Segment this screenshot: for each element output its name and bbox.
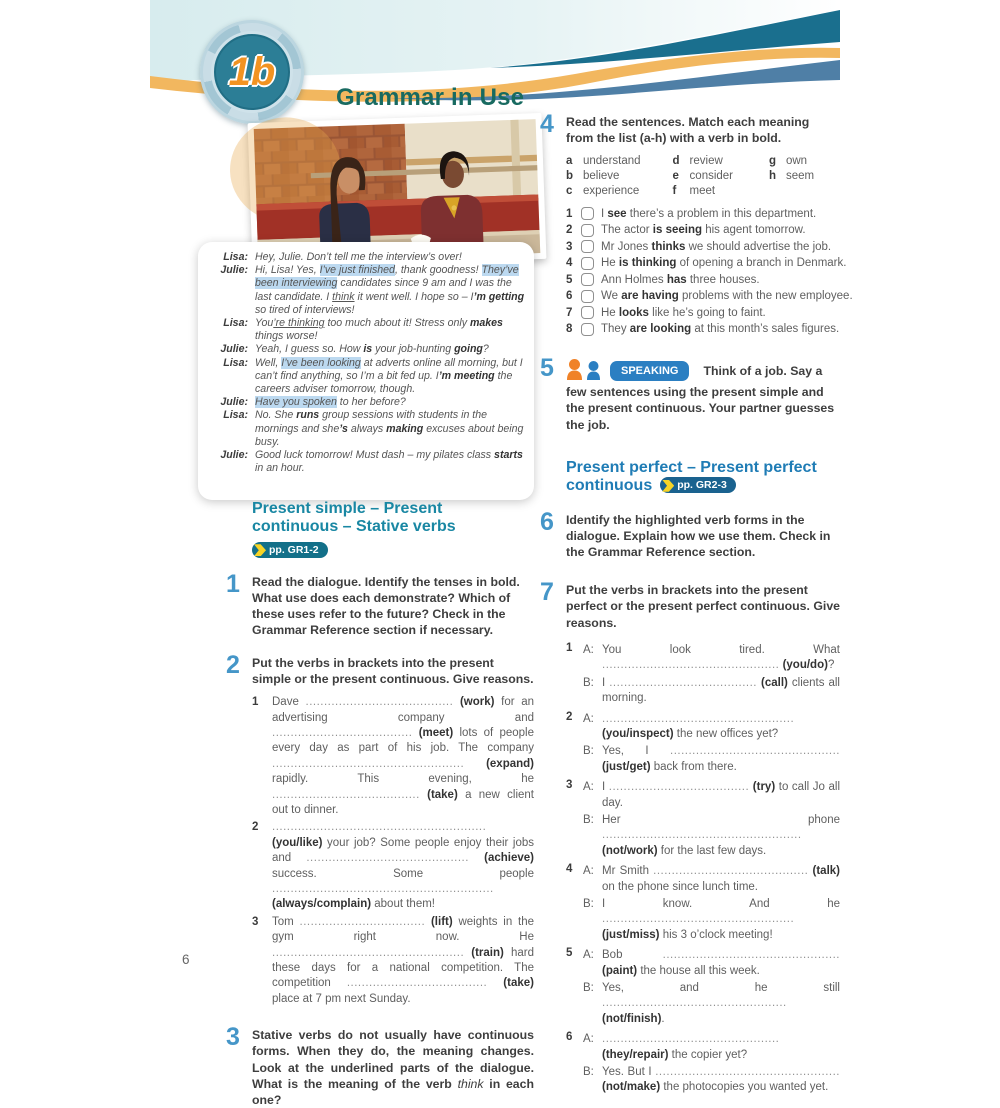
meaning-letter: g xyxy=(768,155,776,168)
sentence-number: 6 xyxy=(566,290,573,303)
sentence-text: Mr Jones thinks we should advertise the job. xyxy=(601,240,832,253)
answer-checkbox[interactable] xyxy=(581,240,594,253)
exercise-2 xyxy=(226,650,535,1008)
section-heading-present-perfect: Present perfect – Present perfect continuous pp. GR2-3 xyxy=(566,458,817,495)
meaning-letter: h xyxy=(768,170,776,183)
speaker-label: B: xyxy=(583,813,594,826)
dialogue-speaker: Lisa: xyxy=(223,251,248,263)
dialogue-fill-item xyxy=(566,641,840,707)
speaker-line xyxy=(583,1032,840,1063)
meaning-letter: e xyxy=(672,170,679,183)
line-text: .................................................... (you/inspect) the new offices yet? xyxy=(602,712,795,740)
dialogue-speaker: Julie: xyxy=(220,343,248,356)
line-text: Yes, I .............................................. (just/get) back from there. xyxy=(602,745,840,773)
page-number: 6 xyxy=(182,952,190,967)
meaning-word: review xyxy=(689,155,723,168)
dialogue-line xyxy=(204,251,526,264)
line-text: Yes, and he still .................................................. (not/finish). xyxy=(602,982,840,1025)
item-number: 5 xyxy=(566,947,573,960)
exercise-instruction: Stative verbs do not usually have continuous forms. When they do, the meaning changes. Look at the underlined parts of the dialogue. What is the meaning of the verb think in each one? xyxy=(252,1028,534,1108)
speaker-label: A: xyxy=(583,643,594,656)
speaker-label: B: xyxy=(583,676,594,689)
exercise-number: 7 xyxy=(540,578,554,607)
dialogue-text: Good luck tomorrow! Must dash – my pilates class starts in an hour. xyxy=(255,449,523,475)
sentence-text: I see there’s a problem in this department. xyxy=(601,207,817,220)
sentence-text: Ann Holmes has three houses. xyxy=(601,273,760,286)
answer-checkbox[interactable] xyxy=(581,273,594,286)
speaking-badge: SPEAKING xyxy=(610,361,689,382)
speaker-label: A: xyxy=(583,712,594,725)
speaker-line xyxy=(583,897,840,943)
item-number: 3 xyxy=(566,779,573,792)
arrow-icon xyxy=(254,544,266,556)
answer-checkbox[interactable] xyxy=(581,306,594,319)
exercise-3 xyxy=(226,1023,534,1108)
item-text: Dave ........................................ (work) for an advertising company and ...................................... (meet) lots of people every day as part of his job. The company .................................................... (expand) rapidly. This evening, he ........................................ (take) a new client out to dinner. xyxy=(272,696,534,816)
dialogue-text: Yeah, I guess so. How is your job-hunting going? xyxy=(255,343,489,356)
speaker-label: A: xyxy=(583,865,594,878)
speaker-line xyxy=(583,780,840,811)
dialogue-line xyxy=(204,449,526,475)
sentence-text: They are looking at this month’s sales figures. xyxy=(601,323,840,336)
meaning-item xyxy=(566,155,673,167)
meaning-item xyxy=(769,155,840,167)
item-text: Tom .................................. (lift) weights in the gym right now. He .................................................... (train) hard these days for a national competition. The competition ...................................... (take) place at 7 pm next Sunday. xyxy=(272,915,535,1005)
speaker-label: A: xyxy=(583,949,594,962)
line-text: I ........................................ (call) clients all morning. xyxy=(602,676,840,705)
speaker-label: A: xyxy=(583,1033,594,1046)
line-text: Yes. But I .................................................. (not/make) the photocopies you wanted yet. xyxy=(602,1066,840,1094)
sentence-number: 2 xyxy=(566,224,573,237)
speaking-heads-icon xyxy=(566,358,604,384)
exercise-instruction: Think of a job. Say a few sentences using the present simple and the present continuous. Your partner guesses the job. xyxy=(566,363,835,432)
dialogue-line xyxy=(204,317,526,343)
exercise-instruction: Read the dialogue. Identify the tenses in bold. What use does each demonstrate? Which of these uses refer to the future? Check in the Grammar Reference section if necessary. xyxy=(252,574,520,638)
meaning-item xyxy=(566,170,673,182)
answer-checkbox[interactable] xyxy=(581,323,594,336)
exercise-4 xyxy=(540,110,853,336)
sentence-text: He looks like he’s going to faint. xyxy=(601,306,766,319)
sentence-number: 3 xyxy=(566,240,573,253)
grammar-reference-label: pp. GR2-3 xyxy=(677,479,727,492)
sentence-row xyxy=(566,240,840,253)
sentence-row xyxy=(566,306,840,319)
item-text: .......................................................... (you/like) your job? Some people enjoy their jobs and ............................................ (achieve) success. Some people ............................................................ (always/complain) about them! xyxy=(272,821,534,911)
item-number: 6 xyxy=(566,1031,573,1044)
sentence-number: 5 xyxy=(566,273,573,286)
dialogue-line xyxy=(204,409,526,449)
dialogue-text: Hey, Julie. Don’t tell me the interview’s over! xyxy=(255,251,462,263)
dialogue-card xyxy=(198,242,534,500)
line-text: Bob ................................................ (paint) the house all this week. xyxy=(602,949,840,977)
item-lines xyxy=(583,946,840,1027)
exercise-5 xyxy=(540,353,840,433)
exercise-4-sentences xyxy=(566,207,853,336)
dialogue-line xyxy=(204,343,526,356)
line-text: I ...................................... (try) to call Jo all day. xyxy=(602,781,841,809)
speaker-line xyxy=(583,981,840,1027)
meaning-letter: c xyxy=(566,185,573,198)
meaning-letter: b xyxy=(566,170,574,183)
speaker-line xyxy=(583,1065,840,1096)
answer-checkbox[interactable] xyxy=(581,257,594,270)
meaning-item xyxy=(566,185,673,197)
speaker-line xyxy=(583,712,840,743)
exercise-instruction: Put the verbs in brackets into the present simple or the present continuous. Give reasons. xyxy=(252,655,534,686)
line-text: Mr Smith .......................................... (talk) on the phone since lunch time. xyxy=(602,865,840,893)
sentence-number: 7 xyxy=(566,306,573,319)
speaker-label: B: xyxy=(583,1066,594,1079)
item-lines xyxy=(583,1030,840,1096)
grammar-reference-badge[interactable] xyxy=(660,477,736,493)
item-number: 2 xyxy=(252,821,259,834)
meaning-word: seem xyxy=(785,170,815,183)
answer-checkbox[interactable] xyxy=(581,290,594,303)
speaker-label: B: xyxy=(583,898,594,910)
sentence-text: He is thinking of opening a branch in Denmark. xyxy=(601,257,847,270)
item-lines xyxy=(583,862,840,943)
fill-in-item xyxy=(252,695,534,818)
sentence-row xyxy=(566,257,847,270)
line-text: You look tired. What ................................................ (you/do)? xyxy=(602,643,840,672)
sentence-row xyxy=(566,323,840,336)
speaker-line xyxy=(583,864,840,895)
dialogue-line xyxy=(204,357,526,397)
speaker-line xyxy=(583,813,840,859)
item-lines xyxy=(583,641,840,707)
unit-number-badge-inner xyxy=(211,31,293,113)
dialogue-text: No. She runs group sessions with students in the mornings and she’s always making excuses about being busy. xyxy=(255,409,524,448)
dialogue-text: Well, I’ve been looking at adverts online all morning, but I can’t find anything, so I’m a bit fed up. I’m meeting the careers adviser tomorrow, though. xyxy=(255,356,523,396)
speaker-line xyxy=(583,676,840,707)
section-heading-present-simple: Present simple – Present continuous – Stative verbs xyxy=(252,500,456,536)
line-text: Her phone ...................................................... (not/work) for the last few days. xyxy=(602,813,840,857)
exercise-instruction: Put the verbs in brackets into the present perfect or the present perfect continuous. Give reasons. xyxy=(566,583,841,630)
fill-in-item xyxy=(252,820,534,912)
exercise-6 xyxy=(540,507,840,561)
exercise-number: 2 xyxy=(226,650,240,679)
meaning-letter: f xyxy=(672,185,677,198)
unit-number: 1b xyxy=(228,49,276,94)
speaker-line xyxy=(583,643,840,674)
speaker-line xyxy=(583,948,840,979)
meaning-item xyxy=(769,170,840,182)
exercise-instruction: Read the sentences. Match each meaning from the list (a-h) with a verb in bold. xyxy=(566,115,810,146)
dialogue-fill-item xyxy=(566,778,840,859)
exercise-number: 3 xyxy=(226,1023,240,1052)
sentence-text: The actor is seeing his agent tomorrow. xyxy=(601,224,806,237)
speaker-label: B: xyxy=(583,745,594,758)
left-column xyxy=(226,500,534,1108)
speaker-label: B: xyxy=(583,982,594,995)
item-lines xyxy=(583,778,840,859)
line-text: I know. And he .................................................... (just/miss) his 3 o’clock meeting! xyxy=(602,898,840,941)
sentence-row xyxy=(566,207,840,220)
unit-number-badge xyxy=(200,20,304,124)
book-page xyxy=(150,0,853,1108)
item-number: 3 xyxy=(252,915,259,928)
sentence-number: 1 xyxy=(566,207,573,220)
meanings-list xyxy=(566,155,840,197)
sentence-row xyxy=(566,290,853,303)
exercise-1 xyxy=(226,569,534,639)
meaning-item xyxy=(673,185,769,197)
meaning-item xyxy=(673,155,769,167)
exercise-number: 1 xyxy=(226,569,240,598)
meaning-word: meet xyxy=(689,185,716,198)
exercise-instruction: Identify the highlighted verb forms in the dialogue. Explain how we use them. Check in the Grammar Reference section. xyxy=(566,512,831,560)
dialogue-line xyxy=(204,396,526,409)
dialogue-fill-item xyxy=(566,710,840,776)
dialogue-fill-item xyxy=(566,1030,840,1096)
meaning-item xyxy=(673,170,769,182)
meaning-letter: a xyxy=(566,155,573,168)
answer-checkbox[interactable] xyxy=(581,224,594,237)
item-lines xyxy=(583,710,840,776)
exercise-number: 5 xyxy=(540,353,554,382)
item-number: 1 xyxy=(566,641,573,654)
exercise-number: 6 xyxy=(540,507,554,536)
dialogue-speaker: Lisa: xyxy=(223,317,248,330)
dialogue-speaker: Lisa: xyxy=(223,409,248,422)
meaning-word: believe xyxy=(583,170,620,183)
dialogue-line xyxy=(204,264,526,317)
exercise-number: 4 xyxy=(540,110,554,138)
dialogue-fill-item xyxy=(566,862,840,943)
item-number: 2 xyxy=(566,710,573,723)
sentence-row xyxy=(566,224,840,237)
sentence-number: 8 xyxy=(566,323,573,336)
speaker-label: A: xyxy=(583,781,594,794)
meaning-word: experience xyxy=(583,185,640,198)
dialogue-speaker: Julie: xyxy=(220,264,248,277)
sentence-number: 4 xyxy=(566,257,573,270)
exercise-7-items xyxy=(566,641,840,1096)
item-number: 1 xyxy=(252,696,259,709)
dialogue-speaker: Lisa: xyxy=(223,356,248,369)
item-number: 4 xyxy=(566,863,573,876)
dialogue-text: You’re thinking too much about it! Stress only makes things worse! xyxy=(255,317,503,343)
meaning-letter: d xyxy=(672,155,680,168)
sentence-text: We are having problems with the new employee. xyxy=(601,290,853,303)
line-text: ................................................ (they/repair) the copier yet? xyxy=(602,1033,780,1061)
dialogue-fill-item xyxy=(566,946,840,1027)
dialogue-speaker: Julie: xyxy=(220,396,248,409)
speaker-line xyxy=(583,744,840,775)
sentence-row xyxy=(566,273,840,286)
exercise-2-items xyxy=(252,695,534,1007)
grammar-reference-label: pp. GR1-2 xyxy=(269,543,319,556)
dialogue-text: Hi, Lisa! Yes, I’ve just finished, thank goodness! They’ve been interviewing candidates since 9 am and I was the last candidate. I think it went well. I hope so – I’m getting so tired of interviews! xyxy=(255,264,525,316)
fill-in-item xyxy=(252,915,534,1007)
exercise-7 xyxy=(540,578,841,1096)
page-title: Grammar in Use xyxy=(336,84,525,111)
dialogue-text: Have you spoken to her before? xyxy=(255,396,406,409)
meaning-word: consider xyxy=(689,170,734,183)
meaning-word: understand xyxy=(583,155,641,168)
meaning-word: own xyxy=(785,155,808,168)
grammar-reference-badge[interactable] xyxy=(252,542,328,558)
answer-checkbox[interactable] xyxy=(581,207,594,220)
right-column xyxy=(540,110,853,1096)
dialogue-speaker: Julie: xyxy=(220,449,248,462)
arrow-icon xyxy=(662,480,674,492)
